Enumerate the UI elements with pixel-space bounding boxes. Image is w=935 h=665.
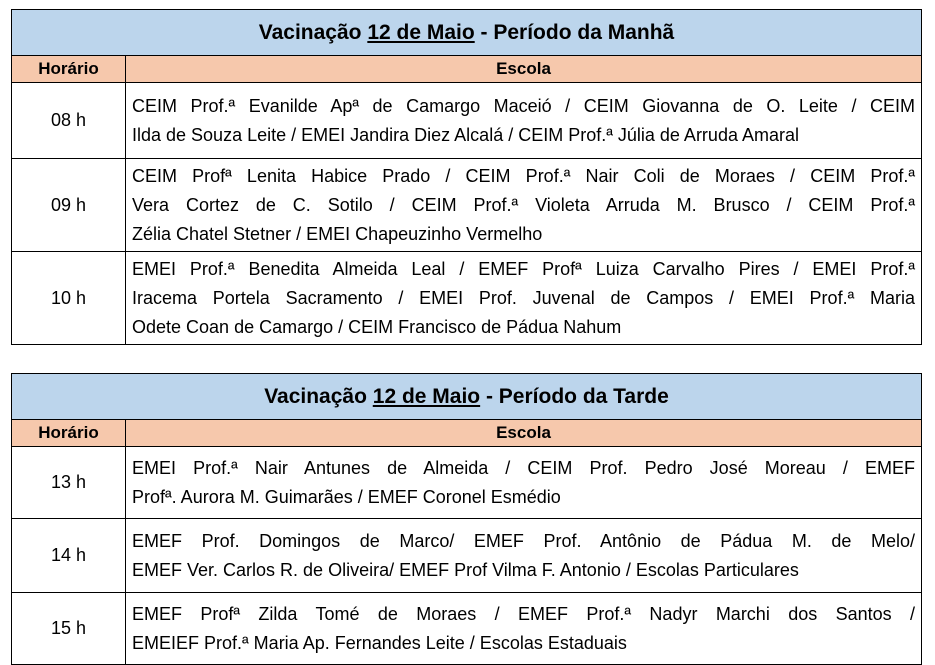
school-line: EMEI Prof.ª Nair Antunes de Almeida / CEIM Prof. Pedro José Moreau / EMEF (132, 457, 915, 478)
school-cell (126, 83, 922, 159)
school-cell (126, 447, 922, 519)
table-row (12, 519, 922, 593)
school-line: Odete Coan de Camargo / CEIM Francisco de Pádua Nahum (132, 316, 622, 337)
afternoon-schedule-table (11, 373, 922, 665)
morning-title-suffix: - Período da Manhã (474, 21, 675, 44)
school-line: EMEF Profª Zilda Tomé de Moraes / EMEF Prof.ª Nadyr Marchi dos Santos / (132, 603, 915, 624)
table-row (12, 447, 922, 519)
school-cell (126, 252, 922, 345)
morning-schedule-table (11, 9, 922, 345)
school-line: EMEI Prof.ª Benedita Almeida Leal / EMEF Profª Luiza Carvalho Pires / EMEI Prof.ª (132, 258, 915, 279)
morning-title (12, 10, 922, 56)
afternoon-title (12, 374, 922, 420)
school-line: Vera Cortez de C. Sotilo / CEIM Prof.ª Violeta Arruda M. Brusco / CEIM Prof.ª (132, 194, 915, 215)
table-row (12, 593, 922, 665)
school-line: EMEF Prof. Domingos de Marco/ EMEF Prof. Antônio de Pádua M. de Melo/ (132, 530, 915, 551)
school-line: Profª. Aurora M. Guimarães / EMEF Coronel Esmédio (132, 486, 561, 507)
afternoon-title-suffix: - Período da Tarde (480, 385, 669, 408)
afternoon-title-date: 12 de Maio (372, 385, 481, 408)
table-row (12, 252, 922, 345)
table-row (12, 159, 922, 252)
time-cell: 10 h (12, 252, 126, 345)
morning-col-school-header: Escola (126, 56, 922, 83)
school-cell (126, 593, 922, 665)
time-cell: 13 h (12, 447, 126, 519)
table-row (12, 83, 922, 159)
school-cell (126, 519, 922, 593)
school-line: Zélia Chatel Stetner / EMEI Chapeuzinho Vermelho (132, 223, 543, 244)
school-line: CEIM Prof.ª Evanilde Apª de Camargo Maceió / CEIM Giovanna de O. Leite / CEIM (132, 95, 915, 116)
time-cell: 08 h (12, 83, 126, 159)
school-cell (126, 159, 922, 252)
school-line: Iracema Portela Sacramento / EMEI Prof. Juvenal de Campos / EMEI Prof.ª Maria (132, 287, 915, 308)
afternoon-col-school-header: Escola (126, 420, 922, 447)
school-line: Ilda de Souza Leite / EMEI Jandira Diez Alcalá / CEIM Prof.ª Júlia de Arruda Amaral (132, 124, 799, 145)
morning-title-date: 12 de Maio (367, 21, 475, 44)
morning-title-prefix: Vacinação (258, 21, 368, 44)
time-cell: 14 h (12, 519, 126, 593)
morning-col-time-header: Horário (12, 56, 126, 83)
time-cell: 09 h (12, 159, 126, 252)
school-line: EMEIEF Prof.ª Maria Ap. Fernandes Leite / Escolas Estaduais (132, 632, 627, 653)
school-line: CEIM Profª Lenita Habice Prado / CEIM Prof.ª Nair Coli de Moraes / CEIM Prof.ª (132, 165, 915, 186)
school-line: EMEF Ver. Carlos R. de Oliveira/ EMEF Prof Vilma F. Antonio / Escolas Particulares (132, 559, 799, 580)
afternoon-title-prefix: Vacinação (264, 385, 373, 408)
time-cell: 15 h (12, 593, 126, 665)
afternoon-col-time-header: Horário (12, 420, 126, 447)
